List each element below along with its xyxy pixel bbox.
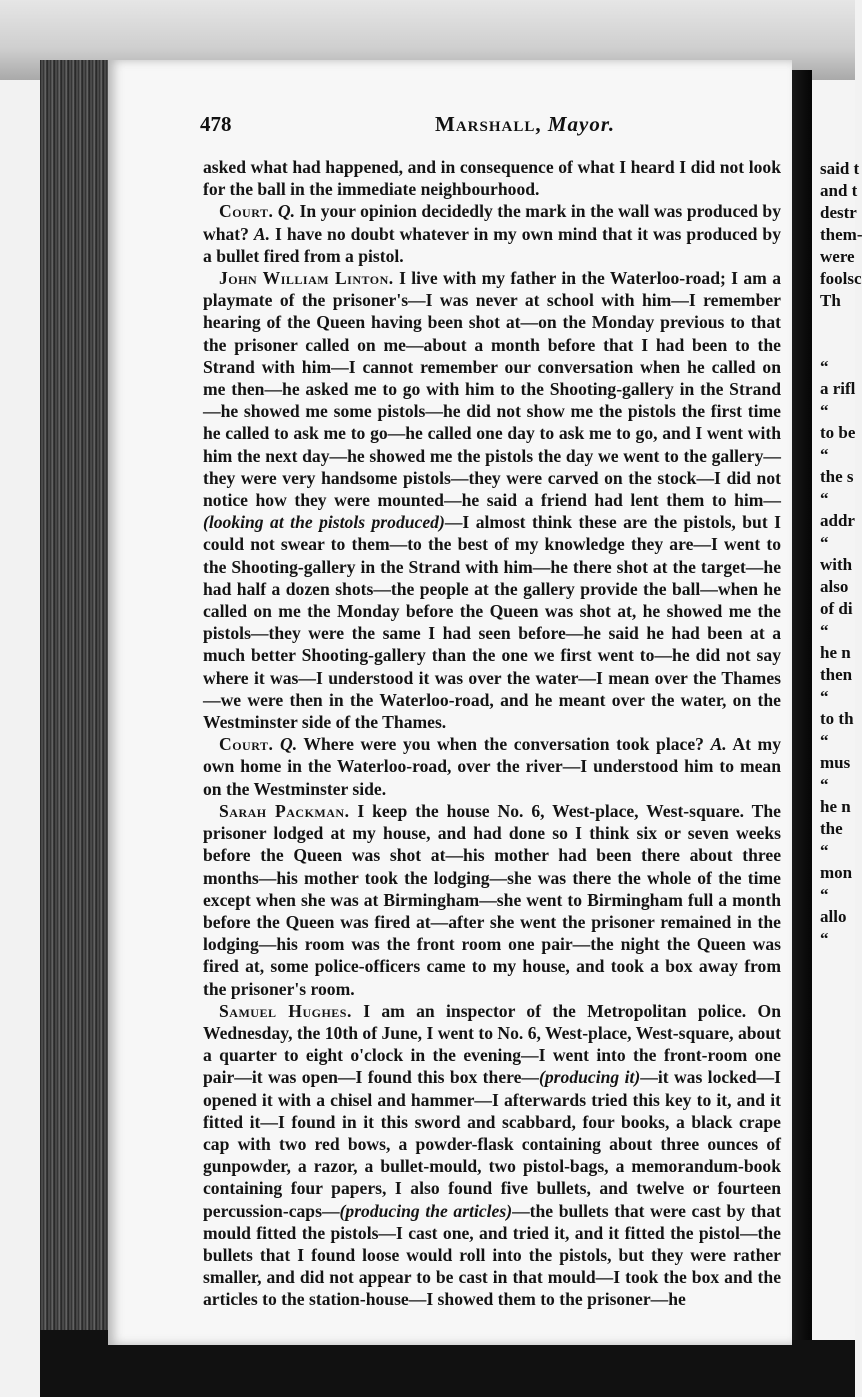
italic-text: Q. [277, 201, 296, 222]
paragraph [203, 800, 781, 1000]
facing-page-line: foolsc [820, 269, 862, 288]
facing-page-line: “ [820, 445, 829, 464]
facing-page-line: also [820, 577, 849, 596]
book-page [108, 60, 792, 1345]
facing-page-line: addr [820, 511, 855, 530]
facing-page-line: mus [820, 753, 851, 772]
facing-page-line: the s [820, 467, 854, 486]
page-number: 478 [200, 112, 232, 136]
paragraph [203, 267, 781, 733]
speaker-name: Court. [219, 734, 274, 755]
paragraph [203, 156, 781, 200]
facing-page-line: “ [820, 885, 829, 904]
facing-page-line: “ [820, 357, 829, 376]
facing-page-line: he n [820, 643, 851, 662]
paragraph [203, 1000, 781, 1311]
speaker-name: Sarah Packman. [219, 800, 350, 821]
running-title-office: Mayor. [547, 112, 616, 136]
facing-page-line: destr [820, 203, 857, 222]
facing-page-line: them- [820, 225, 862, 244]
text-run [273, 734, 280, 754]
italic-text: (producing the articles) [339, 1200, 513, 1221]
text-run: I keep the house No. 6, West-place, West-square. The prisoner lodged at my house, and had done so I think six or seven weeks before the Queen was shot at—his mother had been there about three months—his mother took the lodging—she was there the whole of the time except when she was at Birmingham—she went to Birmingham full a month before the Queen was fired at—after she went the prisoner remained in the lodging—his room was the front room one pair—the night the Queen was fired at, some police-officers came to my house, and took a box away from the prisoner's room. [203, 800, 781, 999]
facing-page-fragment [812, 80, 862, 1340]
facing-page-line: the [820, 819, 843, 838]
facing-page-line: with [820, 555, 853, 574]
facing-page-line: he n [820, 797, 851, 816]
facing-page-line: said t [820, 159, 860, 178]
facing-page-line: “ [820, 775, 829, 794]
italic-text: (producing it) [539, 1067, 641, 1088]
facing-page-line: “ [820, 533, 829, 552]
speaker-name: John William Linton. [219, 268, 394, 289]
speaker-name: Samuel Hughes. [219, 1000, 352, 1021]
text-run: —I almost think these are the pistols, but I could not swear to them—to the best of my knowledge they are—I went to the Shooting-gallery in the Strand with him—he there shot at the target—he had half a dozen shots—the people at the gallery provide the ball—when he called on me the Monday before the Queen was shot at, he showed me the pistols—they were the same I had seen before—he said he had been at a much better Shooting-gallery than the one we first went to—he did not say where it was—I understood it was over the water—I mean over the Thames—we were then in the Waterloo-road, and he meant over the water, on the Westminster side of the Thames. [203, 512, 781, 733]
text-run: At my own home in the Waterloo-road, over the river—I understood him to mean on the Westminster side. [203, 734, 782, 799]
facing-page-line: “ [820, 841, 829, 860]
paragraph [203, 200, 781, 267]
facing-page-line: “ [820, 621, 829, 640]
text-run: Where were you when the conversation took place? [297, 734, 711, 755]
body-text [203, 156, 781, 1311]
facing-page-line: were [820, 247, 855, 266]
facing-page-line: “ [820, 687, 829, 706]
facing-page-line: a rifl [820, 379, 856, 398]
text-run: —it was locked—I opened it with a chisel and hammer—I afterwards tried this key to it, and it fitted it—I found in it this sword and scabbard, four books, a black crape cap with two red bows, a powder-flask containing about three ounces of gunpowder, a razor, a bullet-mould, two pistol-bags, a memorandum-book containing four papers, I also found five bullets, and twelve or fourteen percussion-caps— [203, 1067, 781, 1221]
speaker-name: Court. [219, 201, 274, 222]
facing-page-line: mon [820, 863, 853, 882]
text-run: —the bullets that were cast by that mould fitted the pistols—I cast one, and tried it, and it fitted the pistol—the bullets that I found loose would roll into the pistols, but they were rather smaller, and did not appear to be cast in that mould—I took the box and the articles to the station-house—I showed them to the prisoner—he [203, 1200, 781, 1310]
book-gutter [790, 70, 812, 1340]
facing-page-line: to th [820, 709, 854, 728]
facing-page-line: “ [820, 401, 829, 420]
running-title-name: Marshall, [435, 112, 542, 136]
facing-page-line: of di [820, 599, 853, 618]
facing-page-line: Th [820, 291, 841, 310]
running-head [200, 112, 700, 142]
italic-text: A. [710, 734, 727, 755]
italic-text: (looking at the pistols produced) [203, 512, 445, 533]
facing-page-line: and t [820, 181, 858, 200]
italic-text: Q. [280, 734, 298, 755]
running-title [435, 112, 615, 137]
paragraph [203, 733, 781, 800]
facing-page-line: “ [820, 929, 829, 948]
text-run: In your opinion decidedly the mark in the wall was produced by what? [203, 201, 781, 244]
italic-text: A. [253, 223, 271, 244]
facing-page-line: then [820, 665, 853, 684]
facing-page-line: “ [820, 731, 829, 750]
facing-page-line: allo [820, 907, 847, 926]
facing-page-line: to be [820, 423, 856, 442]
text-run: I live with my father in the Waterloo-road; I am a playmate of the prisoner's—I was never at school with him—I remember hearing of the Queen having been shot at—on the Monday previous to that the prisoner called on me—about a month before that I had been to the Strand with him—I cannot remember our conversation when he called on me then—he asked me to go with him to the Shooting-gallery in the Strand—he showed me some pistols—he did not show me the pistols the first time he called to ask me to go—he called one day to ask me to go, and I went with him the next day—he showed me the pistols the day we went to the gallery—they were very handsome pistols—they were carved on the stock—I did not notice how they were mounted—he said a friend had lent them to him— [203, 268, 781, 511]
facing-page-line: “ [820, 489, 829, 508]
text-run: I have no doubt whatever in my own mind that it was produced by a bullet fired from a pistol. [203, 223, 781, 266]
text-run: asked what had happened, and in consequence of what I heard I did not look for the ball in the immediate neighbourhood. [203, 157, 781, 200]
text-run: I am an inspector of the Metropolitan police. On Wednesday, the 10th of June, I went to No. 6, West-place, West-square, about a quarter to eight o'clock in the evening—I went into the front-room one pair—it was open—I found this box there— [203, 1000, 781, 1088]
